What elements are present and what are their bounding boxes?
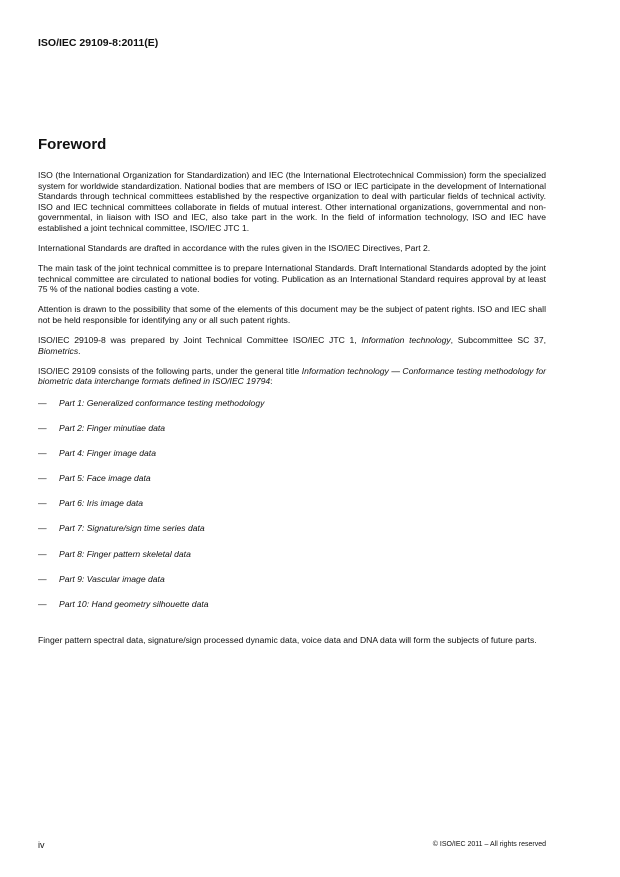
p5-text-e: . <box>78 345 81 356</box>
p5-text-c: , Subcommittee SC 37, <box>450 335 546 346</box>
list-item-label: Part 8: Finger pattern skeletal data <box>59 548 191 559</box>
paragraph-6 <box>38 366 546 387</box>
list-dash: — <box>38 598 47 609</box>
document-id-header: ISO/IEC 29109-8:2011(E) <box>38 37 159 49</box>
list-item-label: Part 5: Face image data <box>59 473 151 484</box>
list-dash: — <box>38 523 47 534</box>
list-item-label: Part 9: Vascular image data <box>59 573 165 584</box>
paragraph-2: International Standards are drafted in accordance with the rules given in the ISO/IEC Directives, Part 2. <box>38 243 431 254</box>
paragraph-4: Attention is drawn to the possibility that some of the elements of this document may be the subject of patent rights. ISO and IEC shall not be held responsible for identifying any or all such patent rights. <box>38 304 546 326</box>
list-dash: — <box>38 423 47 434</box>
paragraph-1: ISO (the International Organization for Standardization) and IEC (the International Electrotechnical Commission) form the specialized system for worldwide standardization. National bodies that are members of ISO or IEC participate in the development of International Standards through technical committees established by the respective organization to deal with particular fields of technical activity. ISO and IEC technical committees collaborate in fields of mutual interest. Other international organizations, governmental and non-governmental, in liaison with ISO and IEC, also take part in the work. In the field of information technology, ISO and IEC have established a joint technical committee, ISO/IEC JTC 1. <box>38 170 546 233</box>
parts-list <box>38 398 546 624</box>
list-item <box>38 423 546 448</box>
section-title: Foreword <box>38 136 107 153</box>
list-dash: — <box>38 498 47 509</box>
list-item <box>38 398 546 423</box>
list-dash: — <box>38 573 47 584</box>
list-item <box>38 448 546 473</box>
p5-subcommittee-italic: Biometrics <box>38 345 79 356</box>
copyright-notice: © ISO/IEC 2011 – All rights reserved <box>432 841 546 848</box>
list-item <box>38 549 546 574</box>
p5-title-italic: Information technology <box>361 335 451 346</box>
list-dash: — <box>38 548 47 559</box>
paragraph-5 <box>38 335 546 356</box>
list-item <box>38 498 546 523</box>
list-dash: — <box>38 473 47 484</box>
p6-text-a: ISO/IEC 29109 consists of the following parts, under the general title <box>38 365 302 376</box>
list-item <box>38 473 546 498</box>
foreword-body <box>38 170 546 655</box>
list-item-label: Part 2: Finger minutiae data <box>59 423 166 434</box>
list-item <box>38 523 546 548</box>
list-dash: — <box>38 448 47 459</box>
list-item <box>38 574 546 599</box>
list-item-label: Part 7: Signature/sign time series data <box>59 523 205 534</box>
list-item-label: Part 6: Iris image data <box>59 498 144 509</box>
paragraph-7: Finger pattern spectral data, signature/sign processed dynamic data, voice data and DNA data will form the subjects of future parts. <box>38 634 537 645</box>
paragraph-3: The main task of the joint technical committee is to prepare International Standards. Draft International Standards adopted by the joint technical committee are circulated to national bodies for voting. Publication as an International Standard requires approval by at least 75 % of the national bodies casting a vote. <box>38 263 546 295</box>
list-dash: — <box>38 398 47 408</box>
list-item-label: Part 1: Generalized conformance testing methodology <box>59 398 265 408</box>
p6-general-title-italic: Information technology — Conformance testing methodology for biometric data interchange formats defined in ISO/IEC 19794 <box>38 365 546 387</box>
list-item <box>38 599 546 624</box>
p5-text-a: ISO/IEC 29109-8 was prepared by Joint Technical Committee ISO/IEC JTC 1, <box>38 335 362 346</box>
list-item-label: Part 10: Hand geometry silhouette data <box>59 598 209 609</box>
page-number: iv <box>38 840 45 850</box>
p6-text-c: : <box>270 376 273 387</box>
list-item-label: Part 4: Finger image data <box>59 448 156 459</box>
